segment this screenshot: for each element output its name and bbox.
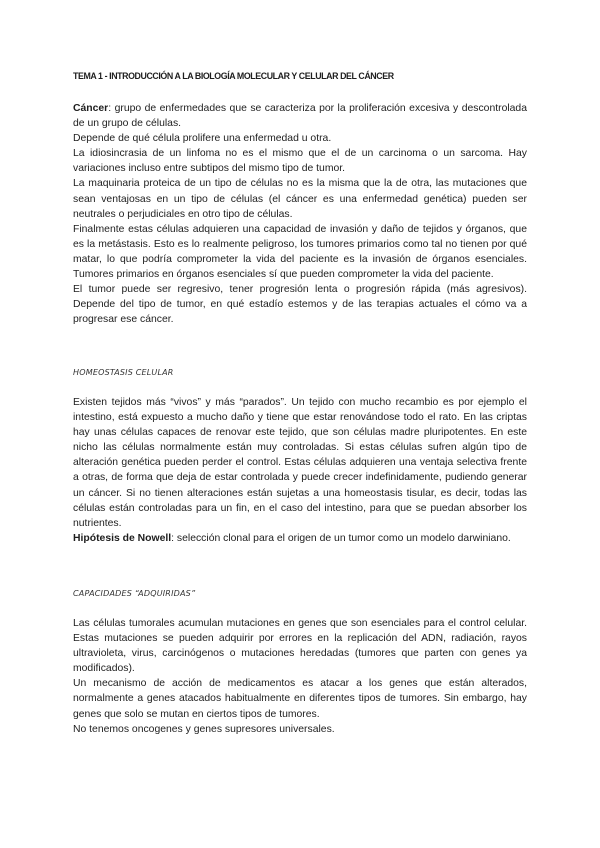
- capacidades-paragraph: No tenemos oncogenes y genes supresores universales.: [73, 723, 335, 735]
- intro-section: [73, 101, 527, 327]
- intro-paragraph: El tumor puede ser regresivo, tener progresión lenta o progresión rápida (más agresivos). Depende del tipo de tumor, en qué estadío estemos y de las terapias actuales el cómo va a progresar ese cáncer.: [73, 284, 527, 326]
- intro-paragraph: La idiosincrasia de un linfoma no es el mismo que el de un carcinoma o un sarcoma. Hay variaciones incluso entre subtipos del mismo tipo de tumor.: [73, 148, 527, 175]
- homeostasis-section: [73, 395, 527, 546]
- capacidades-paragraph: Las células tumorales acumulan mutaciones en genes que son esenciales para el control celular. Estas mutaciones se pueden adquirir por errores en la replicación del ADN, radiación, rayos ultravioleta, virus, carcinógenos o mutaciones heredadas (tumores que parten con genes ya modificados).: [73, 618, 527, 675]
- capacidades-paragraph: Un mecanismo de acción de medicamentos es atacar a los genes que están alterados, normalmente a genes atacados habitualmente en diferentes tipos de tumores. Sin embargo, hay genes que solo se mutan en ciertos tipos de tumores.: [73, 678, 527, 720]
- cancer-definition-paragraph: [73, 101, 527, 131]
- cancer-definition: : grupo de enfermedades que se caracteriza por la proliferación excesiva y descontrolada de un grupo de células.: [73, 103, 527, 130]
- intro-paragraph: Finalmente estas células adquieren una capacidad de invasión y daño de tejidos y órganos, que es la metástasis. Esto es lo realmente peligroso, los tumores primarios como tal no tienen por qué matar, lo que podría comprometer la vida del paciente es la invasión de órganos esenciales. Tumores primarios en órganos esenciales sí que pueden comprometer la vida del paciente.: [73, 223, 527, 281]
- nowell-term: Hipótesis de Nowell: [73, 532, 172, 544]
- section-heading-capacidades: CAPACIDADES “ADQUIRIDAS”: [73, 589, 196, 598]
- cancer-term: Cáncer: [73, 103, 109, 114]
- document-title: TEMA 1 - INTRODUCCIÓN A LA BIOLOGÍA MOLECULAR Y CELULAR DEL CÁNCER: [73, 71, 394, 82]
- homeostasis-paragraph: Existen tejidos más “vivos” y más “parados”. Un tejido con mucho recambio es por ejemplo el intestino, está expuesto a mucho daño y tiene que estar renovándose todo el rato. En las criptas hay unas células capaces de renovar este tejido, que son células madre pluripotentes. En este nicho las células normalmente están muy controladas. Si estas células sufren algún tipo de alteración genética pueden perder el control. Estas células adquieren una ventaja selectiva frente a otras, de forma que deja de estar controlada y puede crecer indefinidamente, pudiendo generar un cáncer. Si no tienen alteraciones están sujetas a una homeostasis tisular, es decir, todas las células están controladas para un fin, en el caso del intestino, para que se puedan absorber los nutrientes.: [73, 397, 527, 529]
- nowell-paragraph: [73, 531, 527, 546]
- intro-paragraph: La maquinaria proteica de un tipo de células no es la misma que la de otra, las mutaciones que sean ventajosas en un tipo de células (el cáncer es una enfermedad genética) pueden ser neutrales o perjudiciales en otro tipo de células.: [73, 178, 527, 220]
- intro-paragraph: Depende de qué célula prolifere una enfermedad u otra.: [73, 133, 332, 145]
- capacidades-section: [73, 616, 527, 737]
- nowell-definition: : selección clonal para el origen de un tumor como un modelo darwiniano.: [171, 532, 511, 544]
- section-heading-homeostasis: HOMEOSTASIS CELULAR: [73, 368, 174, 377]
